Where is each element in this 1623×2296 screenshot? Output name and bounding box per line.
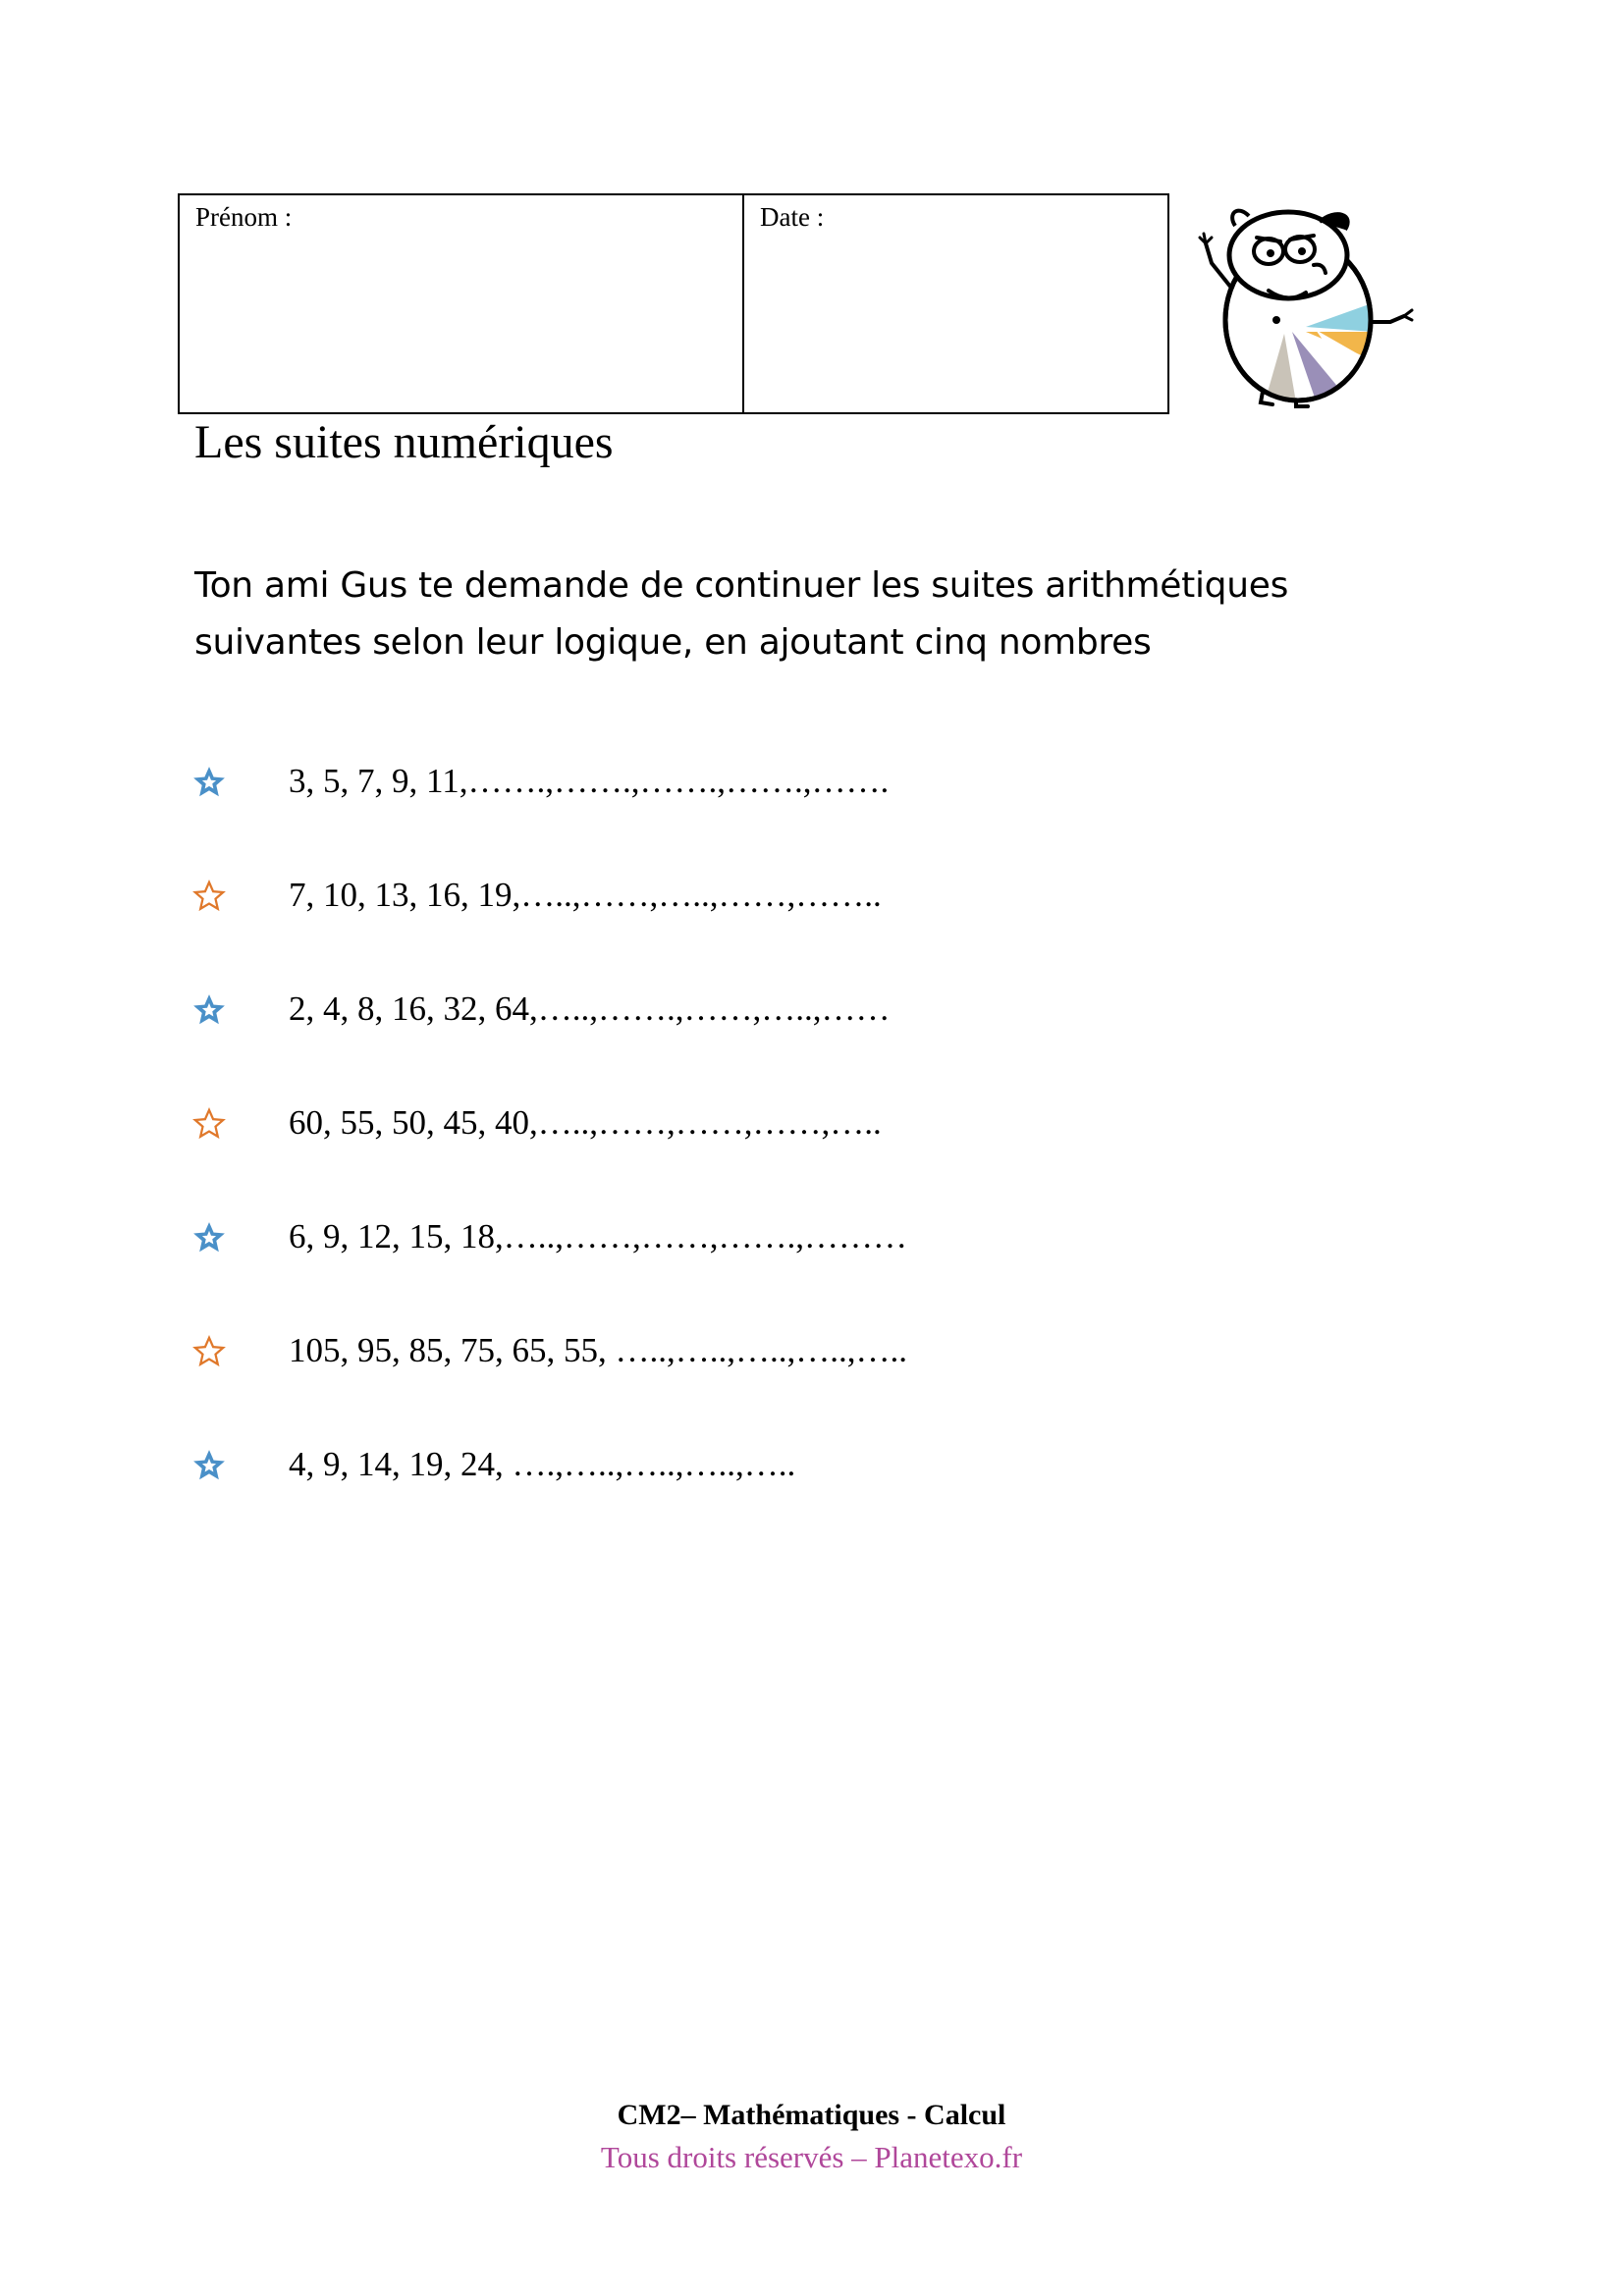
star-outline-icon (192, 880, 226, 913)
footer-rights: Tous droits réservés – Planetexo.fr (600, 2140, 1023, 2174)
star-outline-icon (192, 1335, 226, 1368)
star-icon (192, 766, 226, 799)
sequence-item[interactable] (192, 1097, 907, 1211)
date-field[interactable] (744, 195, 1167, 412)
sequence-text: 7, 10, 13, 16, 19,…..,……,…..,……,…….. (289, 876, 882, 914)
name-label: Prénom : (195, 202, 293, 232)
instructions (194, 558, 1451, 671)
sequence-item[interactable] (192, 1211, 907, 1325)
sequence-list (192, 756, 907, 1553)
sequence-item[interactable] (192, 756, 907, 870)
sequence-item[interactable] (192, 870, 907, 984)
date-label: Date : (760, 202, 825, 232)
star-icon (192, 993, 226, 1027)
sequence-text: 2, 4, 8, 16, 32, 64,…..,…….,……,…..,…… (289, 989, 891, 1028)
sequence-item[interactable] (192, 984, 907, 1097)
star-icon (192, 1221, 226, 1255)
name-field[interactable] (180, 195, 744, 412)
sequence-text: 4, 9, 14, 19, 24, ….,…..,…..,…..,….. (289, 1445, 796, 1483)
sequence-text: 3, 5, 7, 9, 11,…….,…….,…….,…….,……. (289, 762, 890, 800)
sequence-item[interactable] (192, 1325, 907, 1439)
sequence-text: 60, 55, 50, 45, 40,…..,……,……,……,….. (289, 1103, 882, 1142)
page-title: Les suites numériques (194, 416, 614, 468)
mascot-sheep-icon (1198, 194, 1414, 418)
instructions-line-2: suivantes selon leur logique, en ajoutant cinq nombres (194, 622, 1152, 663)
instructions-line-1: Ton ami Gus te demande de continuer les suites arithmétiques (194, 565, 1289, 606)
sequence-text: 105, 95, 85, 75, 65, 55, …..,…..,…..,…..,….. (289, 1331, 907, 1369)
footer-course: CM2– Mathématiques - Calcul (617, 2099, 1006, 2131)
sequence-item[interactable] (192, 1439, 907, 1553)
student-info-table (178, 193, 1169, 414)
sequence-text: 6, 9, 12, 15, 18,…..,……,……,…….,……… (289, 1217, 907, 1255)
star-icon (192, 1449, 226, 1482)
star-outline-icon (192, 1107, 226, 1141)
